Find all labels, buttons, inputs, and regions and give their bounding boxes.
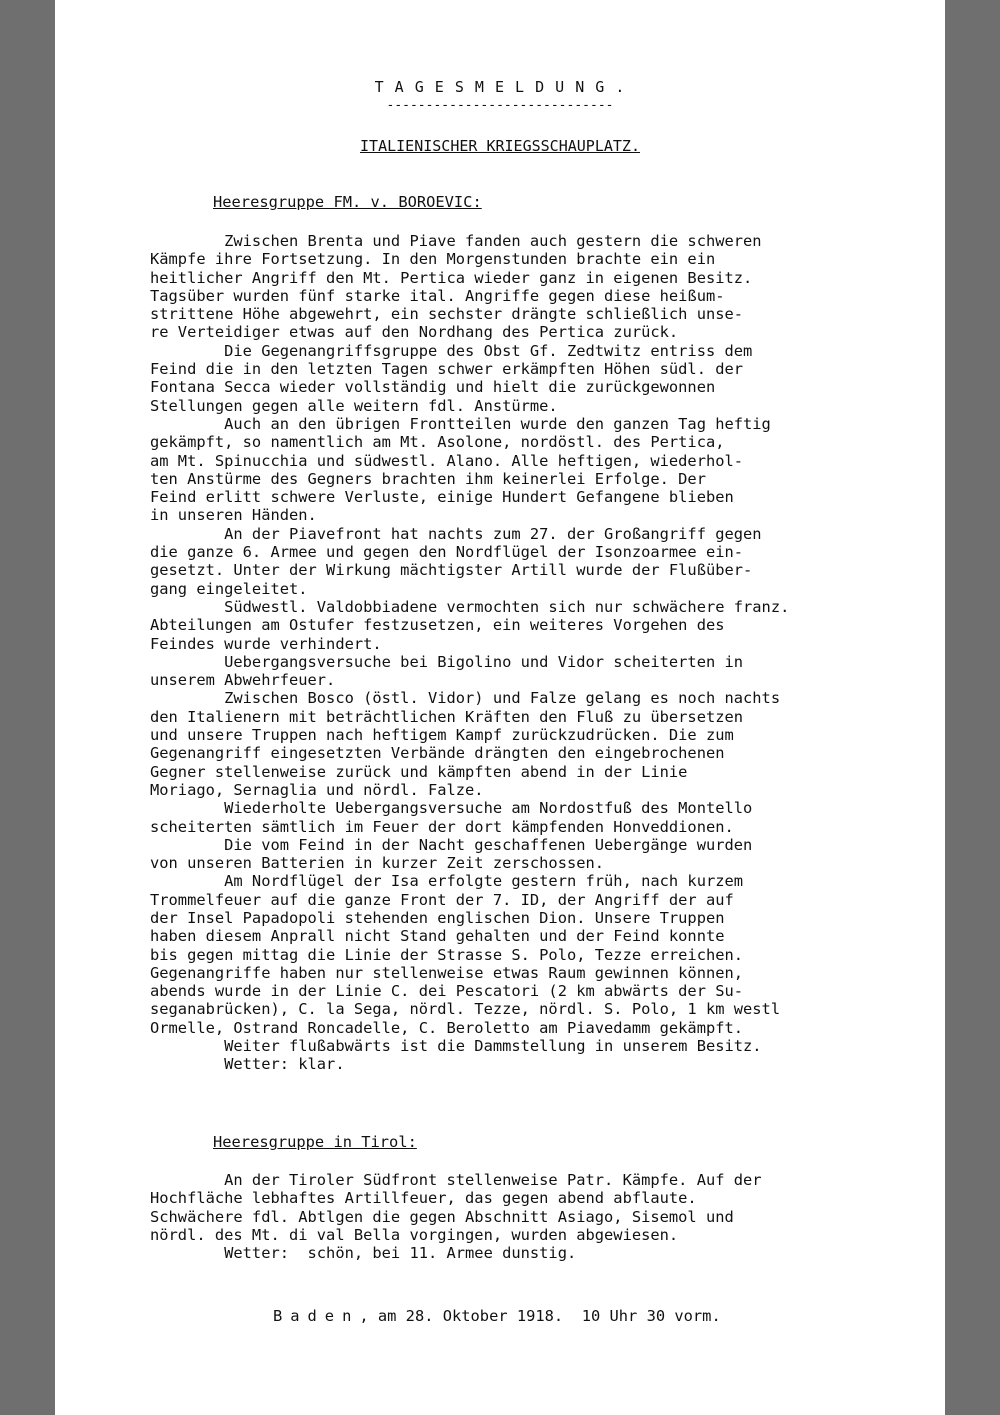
text-line: Fontana Secca wieder vollständig und hielt die zurückgewonnen xyxy=(150,378,716,397)
section-body-tirol xyxy=(150,1171,950,1262)
text-line: der Insel Papadopoli stehenden englischen Dion. Unsere Truppen xyxy=(150,908,725,927)
text-line: Am Nordflügel der Isa erfolgte gestern früh, nach kurzem xyxy=(150,872,744,891)
text-line: seganabrücken), C. la Sega, nördl. Tezze, nördl. S. Polo, 1 km westl xyxy=(150,1000,781,1019)
text-line: gesetzt. Unter der Wirkung mächtigster Artill wurde der Flußüber- xyxy=(150,561,753,580)
text-line: Tagsüber wurden fünf starke ital. Angriffe gegen diese heißum- xyxy=(150,286,725,305)
text-line: und unsere Truppen nach heftigem Kampf zurückzudrücken. Die zum xyxy=(150,726,734,745)
text-line: An der Piavefront hat nachts zum 27. der Großangriff gegen xyxy=(150,524,762,543)
section-body-boroevic xyxy=(150,232,950,1074)
text-line: in unseren Händen. xyxy=(150,506,317,525)
text-line: Gegner stellenweise zurück und kämpften abend in der Linie xyxy=(150,762,688,781)
text-line: abends wurde in der Linie C. dei Pescatori (2 km abwärts der Su- xyxy=(150,982,744,1001)
document-subtitle: ITALIENISCHER KRIEGSSCHAUPLATZ. xyxy=(360,137,640,155)
text-line: Feindes wurde verhindert. xyxy=(150,634,382,653)
signature-line xyxy=(273,1307,721,1325)
text-line: Gegenangriff eingesetzten Verbände drängten den eingebrochenen xyxy=(150,744,725,763)
text-line: Stellungen gegen alle weitern fdl. Anstürme. xyxy=(150,396,558,415)
text-line: scheiterten sämtlich im Feuer der dort kämpfenden Honveddionen. xyxy=(150,817,734,836)
text-line: Wetter: klar. xyxy=(150,1055,345,1074)
text-line: Feind erlitt schwere Verluste, einige Hundert Gefangene blieben xyxy=(150,488,734,507)
text-line: gekämpft, so namentlich am Mt. Asolone, nordöstl. des Pertica, xyxy=(150,433,725,452)
text-line: Schwächere fdl. Abtlgen die gegen Abschnitt Asiago, Sisemol und xyxy=(150,1207,734,1226)
text-line: Südwestl. Valdobbiadene vermochten sich nur schwächere franz. xyxy=(150,597,790,616)
text-line: von unseren Batterien in kurzer Zeit zerschossen. xyxy=(150,854,605,873)
section-heading-tirol: Heeresgruppe in Tirol: xyxy=(213,1133,417,1151)
title-underline: ----------------------------- xyxy=(386,98,614,113)
text-line: Weiter flußabwärts ist die Dammstellung in unserem Besitz. xyxy=(150,1037,762,1056)
text-line: den Italienern mit beträchtlichen Kräften den Fluß zu übersetzen xyxy=(150,707,744,726)
text-line: die ganze 6. Armee und gegen den Nordflügel der Isonzoarmee ein- xyxy=(150,543,744,562)
text-line: Feind die in den letzten Tagen schwer erkämpften Höhen südl. der xyxy=(150,360,744,379)
text-line: re Verteidiger etwas auf den Nordhang des Pertica zurück. xyxy=(150,323,679,342)
text-line: Die Gegenangriffsgruppe des Obst Gf. Zedtwitz entriss dem xyxy=(150,341,753,360)
text-line: gang eingeleitet. xyxy=(150,579,308,598)
text-line: am Mt. Spinucchia und südwestl. Alano. Alle heftigen, wiederhol- xyxy=(150,451,744,470)
text-line: bis gegen mittag die Linie der Strasse S. Polo, Tezze erreichen. xyxy=(150,945,744,964)
text-line: Zwischen Brenta und Piave fanden auch gestern die schweren xyxy=(150,232,762,250)
section-heading-boroevic: Heeresgruppe FM. v. BOROEVIC: xyxy=(213,193,482,211)
text-line: Wetter: schön, bei 11. Armee dunstig. xyxy=(150,1244,577,1263)
text-line: Kämpfe ihre Fortsetzung. In den Morgenstunden brachte ein ein xyxy=(150,250,716,269)
document-page xyxy=(55,0,945,1415)
text-line: Auch an den übrigen Frontteilen wurde den ganzen Tag heftig xyxy=(150,414,771,433)
text-line: Die vom Feind in der Nacht geschaffenen Uebergänge wurden xyxy=(150,835,753,854)
document-title: T A G E S M E L D U N G . xyxy=(374,78,626,96)
text-line: nördl. des Mt. di val Bella vorgingen, wurden abgewiesen. xyxy=(150,1225,679,1244)
text-line: An der Tiroler Südfront stellenweise Patr. Kämpfe. Auf der xyxy=(150,1171,762,1189)
text-line: Gegenangriffe haben nur stellenweise etwas Raum gewinnen können, xyxy=(150,963,744,982)
place-name: Baden xyxy=(273,1307,360,1325)
text-line: Hochfläche lebhaftes Artillfeuer, das gegen abend abflaute. xyxy=(150,1189,697,1208)
text-line: haben diesem Anprall nicht Stand gehalten und der Feind konnte xyxy=(150,927,725,946)
text-line: Zwischen Bosco (östl. Vidor) und Falze gelang es noch nachts xyxy=(150,689,781,708)
text-line: Wiederholte Uebergangsversuche am Nordostfuß des Montello xyxy=(150,799,753,818)
text-line: Moriago, Sernaglia und nördl. Falze. xyxy=(150,780,484,799)
text-line: Ormelle, Ostrand Roncadelle, C. Beroletto am Piavedamm gekämpft. xyxy=(150,1018,744,1037)
text-line: strittene Höhe abgewehrt, ein sechster drängte schließlich unse- xyxy=(150,305,744,324)
text-line: Uebergangsversuche bei Bigolino und Vidor scheiterten in xyxy=(150,652,744,671)
text-line: unserem Abwehrfeuer. xyxy=(150,671,336,690)
text-line: Abteilungen am Ostufer festzusetzen, ein weiteres Vorgehen des xyxy=(150,616,725,635)
date-time: , am 28. Oktober 1918. 10 Uhr 30 vorm. xyxy=(359,1307,721,1325)
text-line: Trommelfeuer auf die ganze Front der 7. ID, der Angriff der auf xyxy=(150,890,734,909)
text-line: ten Anstürme des Gegners brachten ihm keinerlei Erfolge. Der xyxy=(150,469,706,488)
text-line: heitlicher Angriff den Mt. Pertica wieder ganz in eigenen Besitz. xyxy=(150,268,753,287)
